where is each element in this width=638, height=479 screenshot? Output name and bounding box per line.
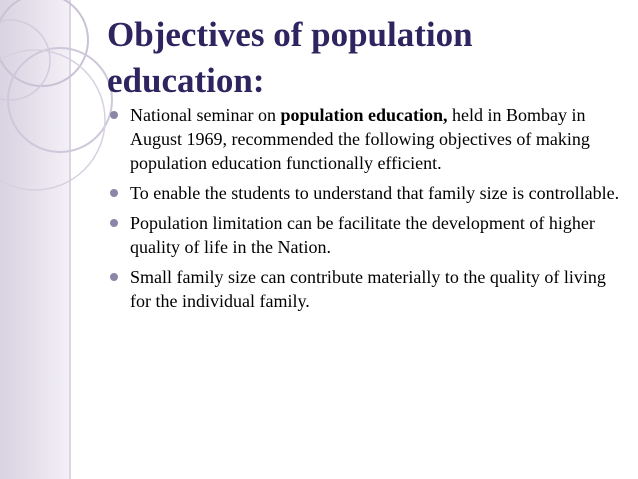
circle-decoration — [0, 0, 120, 479]
bullet-list — [106, 103, 621, 319]
bullet-item — [106, 103, 621, 175]
bullet-item — [106, 211, 621, 259]
bullet-text-rest: held in Bombay in August 1969, recommended the following objectives of making population education functionally efficient. — [130, 105, 590, 173]
bullet-item — [106, 181, 621, 205]
bullet-text-lead: National seminar on — [130, 105, 281, 125]
bullet-icon — [110, 111, 118, 119]
bullet-icon — [110, 219, 118, 227]
bullet-item — [106, 265, 621, 313]
bullet-text: Population limitation can be facilitate the development of higher quality of life in the Nation. — [130, 213, 595, 257]
bullet-text: To enable the students to understand that family size is controllable. — [130, 183, 620, 203]
bullet-icon — [110, 273, 118, 281]
bullet-icon — [110, 189, 118, 197]
slide-title: Objectives of population education: — [107, 15, 473, 100]
bullet-text-bold: population education, — [280, 105, 448, 125]
bullet-text: Small family size can contribute materially to the quality of living for the individual family. — [130, 267, 606, 311]
